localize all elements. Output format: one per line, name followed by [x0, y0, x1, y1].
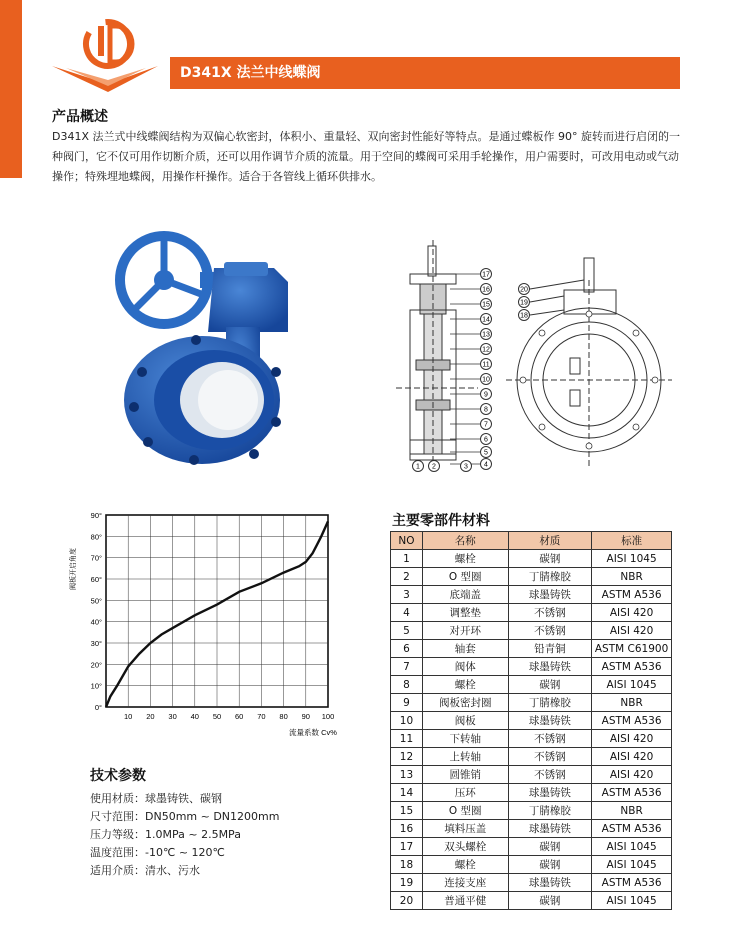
params-list: [90, 790, 279, 880]
parts-material-table: [390, 531, 672, 910]
svg-text:16: 16: [482, 286, 490, 294]
cell-no: 12: [391, 748, 423, 766]
svg-text:8: 8: [484, 406, 488, 414]
cell-material: 球墨铸铁: [508, 874, 592, 892]
y-tick-label: 90°: [90, 511, 102, 520]
svg-text:9: 9: [484, 391, 488, 399]
overview-text: D341X 法兰式中线蝶阀结构为双偏心软密封，体积小、重量轻、双向密封性能好等特点。是通过蝶板作 90° 旋转而进行启闭的一种阀门，它不仅可用作切断介质，还可以用作调节介质的流量。用于空间的蝶阀可采用手轮操作，用户需要时，可改用电动或气动操作；特殊埋地蝶阀，用操作杆操作。适合于各管线上循环供排水。: [52, 130, 680, 183]
cell-material: 球墨铸铁: [508, 820, 592, 838]
callout-18: [519, 310, 530, 321]
cell-no: 15: [391, 802, 423, 820]
y-tick-label: 80°: [90, 532, 102, 542]
table-row: [391, 676, 672, 694]
cell-material: 碳钢: [508, 838, 592, 856]
svg-text:17: 17: [482, 271, 490, 279]
cell-name: 螺栓: [422, 676, 508, 694]
page-title-bar: [170, 57, 680, 89]
table-row: [391, 712, 672, 730]
cell-material: 不锈钢: [508, 730, 592, 748]
cell-name: 阀板密封圈: [422, 694, 508, 712]
x-tick-label: 80: [279, 712, 288, 721]
cell-name: 下转轴: [422, 730, 508, 748]
y-tick-label: 50°: [90, 596, 102, 606]
table-row: [391, 820, 672, 838]
cell-standard: AISI 420: [592, 748, 672, 766]
callout-16: [481, 284, 492, 295]
cell-name: 双头螺栓: [422, 838, 508, 856]
svg-text:15: 15: [482, 301, 490, 309]
callout-11: [481, 359, 492, 370]
cell-name: O 型圈: [422, 802, 508, 820]
cell-no: 16: [391, 820, 423, 838]
cell-no: 13: [391, 766, 423, 784]
callout-9: [481, 389, 492, 400]
svg-text:7: 7: [484, 421, 488, 429]
cell-name: 螺栓: [422, 856, 508, 874]
svg-text:3: 3: [464, 463, 468, 471]
cell-standard: ASTM A536: [592, 712, 672, 730]
y-axis-label: 阀板开启角度: [70, 548, 77, 590]
cell-name: 阀板: [422, 712, 508, 730]
callout-13: [481, 329, 492, 340]
cell-name: 上转轴: [422, 748, 508, 766]
cell-standard: ASTM A536: [592, 784, 672, 802]
cell-material: 铅青铜: [508, 640, 592, 658]
cell-standard: AISI 420: [592, 622, 672, 640]
table-row: [391, 802, 672, 820]
svg-text:2: 2: [432, 463, 436, 471]
x-tick-label: 20: [146, 712, 155, 721]
cell-material: 丁腈橡胶: [508, 802, 592, 820]
table-row: [391, 586, 672, 604]
callout-20: [519, 284, 530, 295]
callout-8: [481, 404, 492, 415]
table-header-row: [391, 532, 672, 550]
svg-text:13: 13: [482, 331, 490, 339]
col-header-standard: 标准: [592, 532, 672, 550]
table-row: [391, 568, 672, 586]
cell-standard: AISI 420: [592, 604, 672, 622]
cell-standard: AISI 420: [592, 730, 672, 748]
svg-text:12: 12: [482, 346, 490, 354]
cell-material: 丁腈橡胶: [508, 694, 592, 712]
cell-standard: AISI 1045: [592, 676, 672, 694]
param-temperature: 温度范围：-10℃ ~ 120℃: [90, 846, 225, 859]
x-tick-label: 60: [235, 712, 244, 721]
cell-no: 7: [391, 658, 423, 676]
x-tick-label: 100: [321, 712, 335, 721]
svg-text:18: 18: [520, 312, 528, 320]
x-axis-label: 流量系数 Cv%: [289, 728, 337, 737]
cell-standard: ASTM C61900: [592, 640, 672, 658]
callout-5: [481, 447, 492, 458]
cell-no: 11: [391, 730, 423, 748]
cell-material: 球墨铸铁: [508, 784, 592, 802]
table-row: [391, 748, 672, 766]
chart-grid: [106, 515, 328, 707]
cell-material: 球墨铸铁: [508, 658, 592, 676]
table-row: [391, 892, 672, 910]
x-tick-label: 70: [257, 712, 266, 721]
col-header-material: 材质: [508, 532, 592, 550]
y-tick-label: 40°: [90, 617, 102, 627]
table-row: [391, 730, 672, 748]
table-row: [391, 694, 672, 712]
cell-standard: NBR: [592, 802, 672, 820]
table-row: [391, 838, 672, 856]
cell-no: 2: [391, 568, 423, 586]
table-row: [391, 622, 672, 640]
svg-text:10: 10: [482, 376, 490, 384]
y-tick-labels: [91, 511, 102, 712]
callout-4: [481, 459, 492, 470]
cell-no: 18: [391, 856, 423, 874]
cell-no: 6: [391, 640, 423, 658]
cell-standard: AISI 1045: [592, 838, 672, 856]
svg-text:14: 14: [482, 316, 490, 324]
param-size-range: 尺寸范围：DN50mm ~ DN1200mm: [90, 810, 280, 823]
cell-no: 9: [391, 694, 423, 712]
callout-3: [461, 461, 472, 472]
table-row: [391, 604, 672, 622]
table-row: [391, 856, 672, 874]
cell-name: 圆锥销: [422, 766, 508, 784]
svg-text:20: 20: [520, 286, 528, 294]
cell-standard: ASTM A536: [592, 658, 672, 676]
y-tick-label: 10°: [90, 681, 102, 691]
svg-text:4: 4: [484, 461, 488, 469]
overview-heading: 产品概述: [52, 109, 108, 125]
x-tick-label: 90: [301, 712, 310, 721]
callout-2: [429, 461, 440, 472]
x-tick-label: 50: [212, 712, 222, 721]
x-tick-label: 30: [168, 712, 177, 721]
cell-standard: AISI 1045: [592, 856, 672, 874]
cell-standard: ASTM A536: [592, 586, 672, 604]
y-tick-label: 0°: [94, 703, 102, 712]
svg-text:6: 6: [484, 436, 488, 444]
cell-material: 碳钢: [508, 856, 592, 874]
page-title: D341X 法兰中线蝶阀: [180, 65, 321, 81]
company-logo: [46, 18, 164, 92]
cell-no: 17: [391, 838, 423, 856]
cell-name: 连接支座: [422, 874, 508, 892]
callout-12: [481, 344, 492, 355]
cell-standard: NBR: [592, 568, 672, 586]
col-header-name: 名称: [422, 532, 508, 550]
cell-material: 碳钢: [508, 550, 592, 568]
cell-material: 丁腈橡胶: [508, 568, 592, 586]
col-header-no: NO: [391, 532, 423, 550]
cell-material: 不锈钢: [508, 748, 592, 766]
y-tick-label: 20°: [90, 660, 102, 670]
cell-name: 填料压盖: [422, 820, 508, 838]
cell-no: 10: [391, 712, 423, 730]
svg-text:5: 5: [484, 449, 488, 457]
cell-name: 压环: [422, 784, 508, 802]
table-row: [391, 550, 672, 568]
cell-no: 3: [391, 586, 423, 604]
cell-standard: AISI 1045: [592, 550, 672, 568]
callout-6: [481, 434, 492, 445]
cell-material: 碳钢: [508, 676, 592, 694]
param-medium: 适用介质：清水、污水: [90, 864, 200, 877]
cell-name: O 型圈: [422, 568, 508, 586]
callout-19: [519, 297, 530, 308]
callout-10: [481, 374, 492, 385]
param-material: 使用材质：球墨铸铁、碳钢: [90, 792, 222, 805]
cell-name: 阀体: [422, 658, 508, 676]
x-tick-label: 40: [190, 712, 199, 721]
cell-no: 20: [391, 892, 423, 910]
cell-name: 螺栓: [422, 550, 508, 568]
x-tick-labels: [124, 712, 334, 721]
cell-standard: ASTM A536: [592, 820, 672, 838]
cell-material: 不锈钢: [508, 622, 592, 640]
cell-standard: ASTM A536: [592, 874, 672, 892]
valve-product-image: [104, 222, 334, 472]
cell-no: 5: [391, 622, 423, 640]
parts-heading: 主要零部件材料: [392, 513, 490, 529]
flow-characteristic-chart: [66, 505, 356, 745]
table-row: [391, 640, 672, 658]
cell-no: 19: [391, 874, 423, 892]
x-tick-label: 10: [124, 712, 133, 721]
param-pressure: 压力等级：1.0MPa ~ 2.5MPa: [90, 828, 241, 841]
cell-name: 调整垫: [422, 604, 508, 622]
table-row: [391, 874, 672, 892]
svg-text:19: 19: [520, 299, 528, 307]
cell-no: 4: [391, 604, 423, 622]
cell-no: 8: [391, 676, 423, 694]
callout-7: [481, 419, 492, 430]
callout-14: [481, 314, 492, 325]
cell-name: 底端盖: [422, 586, 508, 604]
params-heading: 技术参数: [90, 768, 146, 784]
y-tick-label: 60°: [90, 575, 102, 584]
cell-name: 轴套: [422, 640, 508, 658]
svg-text:1: 1: [416, 463, 420, 471]
side-accent-strip: [0, 0, 22, 178]
cell-name: 普通平健: [422, 892, 508, 910]
callout-17: [481, 269, 492, 280]
cell-material: 不锈钢: [508, 766, 592, 784]
svg-text:11: 11: [482, 361, 490, 369]
callout-1: [413, 461, 424, 472]
table-row: [391, 658, 672, 676]
cell-no: 1: [391, 550, 423, 568]
callout-15: [481, 299, 492, 310]
table-row: [391, 766, 672, 784]
cell-material: 碳钢: [508, 892, 592, 910]
table-row: [391, 784, 672, 802]
cell-name: 对开环: [422, 622, 508, 640]
cell-material: 球墨铸铁: [508, 712, 592, 730]
cell-standard: AISI 420: [592, 766, 672, 784]
cell-no: 14: [391, 784, 423, 802]
cell-standard: AISI 1045: [592, 892, 672, 910]
valve-section-drawing: [396, 240, 678, 474]
y-tick-label: 70°: [90, 553, 102, 563]
y-tick-label: 30°: [90, 639, 102, 648]
cell-material: 球墨铸铁: [508, 586, 592, 604]
cell-standard: NBR: [592, 694, 672, 712]
cell-material: 不锈钢: [508, 604, 592, 622]
